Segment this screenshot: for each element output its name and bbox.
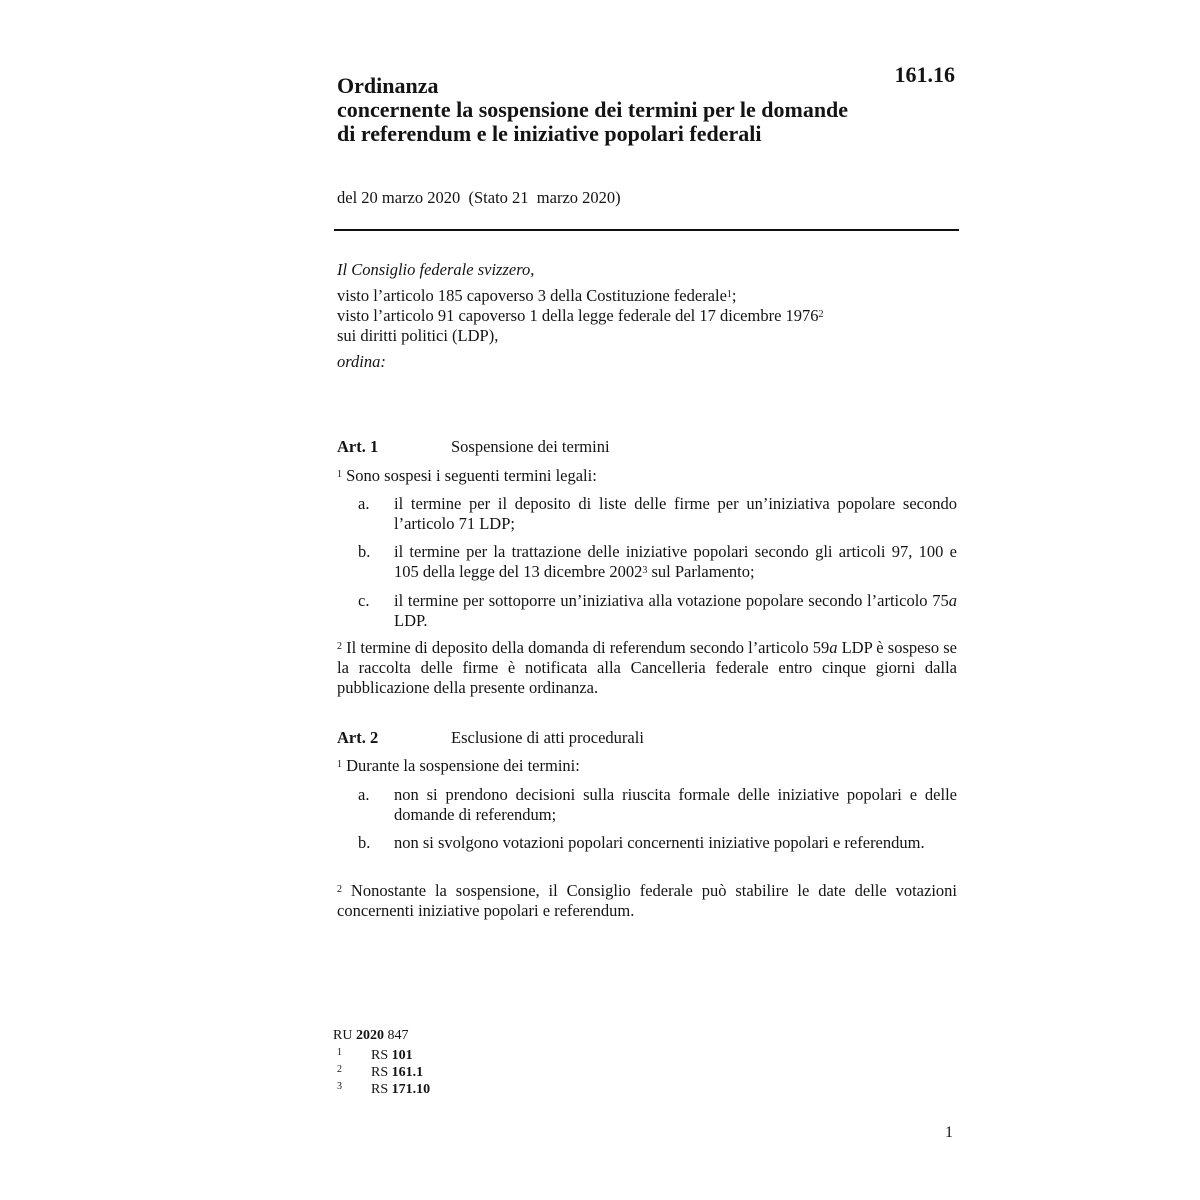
ru-reference: RU 2020 847 xyxy=(333,1028,409,1043)
page-number: 1 xyxy=(945,1124,953,1141)
title-line-3: di referendum e le iniziative popolari federali xyxy=(337,121,762,146)
preamble-authority: Il Consiglio federale svizzero, xyxy=(337,260,535,279)
article-1-paragraph-2: $^2$ Il termine di deposito della domanda di referendum secondo l’articolo 59a LDP è sospeso se la raccolta delle firme è notificata alla Cancelleria federale entro cinque giorni dalla pubblicazione della presente ordinanza. xyxy=(337,638,957,697)
footnote-2: 2 RS 161.1 xyxy=(337,1064,424,1080)
date-line: del 20 marzo 2020 (Stato 21 marzo 2020) xyxy=(337,188,621,207)
document-page: Ordinanza concernente la sospensione dei termini per le domande di referendum e le iniziative popolari federali 161.16 del 20 marzo 2020 (Stato 21 marzo 2020) Il Consiglio federale svizzero, visto l’articolo 185 capoverso 3 della Costituzione federale$^1$; visto l’articolo 91 capoverso 1 della legge federale del 17 dicembre 1976$^2$ sui diritti politici (LDP), ordina: Art. 1 Sospensione dei termini $^1$ Sono sospesi i seguenti termini legali: a. il termine per il deposito di liste delle firme per un’iniziativa popolare secondo l’articolo 71 LDP; b. il termine per la trattazione delle iniziative popolari secondo gli articoli 97, 100 e 105 della legge del 13 dicembre 2002$^3$ sul Parlamento; c. il termine per sottoporre un’iniziativa alla votazione popolare secondo l’articolo 75a LDP. $^2$ Il termine di deposito della domanda di referendum secondo l’articolo 59a LDP è sospeso se la raccolta delle firme è notificata alla Cancelleria federale entro cinque giorni dalla pubblicazione della presente ordinanza. Art. 2 Esclusione di atti procedurali $^1$ Durante la sospensione dei termini: a. non si prendono decisioni sulla riuscita formale delle iniziative popolari e delle domande di referendum; b. non si svolgono votazioni popolari concernenti iniziative popolari e referendum. $^2$ Nonostante la sospensione, il Consiglio federale può stabilire le date delle votazioni concernenti iniziative popolari e referendum. RU 2020 847 1 RS 101 2 RS 161.1 3 RS 171.10 1 xyxy=(333,62,957,1141)
article-2-title: Esclusione di atti procedurali xyxy=(451,728,644,747)
footnote-1: 1 RS 101 xyxy=(337,1047,413,1063)
preamble-decree: ordina: xyxy=(337,352,386,371)
title-line-2: concernente la sospensione dei termini per le domande xyxy=(337,97,849,122)
footnote-3: 3 RS 171.10 xyxy=(337,1081,431,1097)
article-1-paragraph-1: $^1$ Sono sospesi i seguenti termini legali: xyxy=(337,466,597,485)
sr-number: 161.16 xyxy=(894,62,955,87)
footnote-ref-1: 1 xyxy=(726,289,732,300)
article-1-number: Art. 1 xyxy=(337,437,379,456)
preamble-line-3: sui diritti politici (LDP), xyxy=(337,326,499,345)
footnote-ref-2: 2 xyxy=(818,309,824,320)
footnote-ref-3: 3 xyxy=(642,565,648,576)
article-1-heading xyxy=(337,437,957,457)
document-title xyxy=(337,74,897,146)
article-2-paragraph-1: $^1$ Durante la sospensione dei termini: xyxy=(337,756,580,775)
title-line-1: Ordinanza xyxy=(337,73,439,98)
preamble-line-1: visto l’articolo 185 capoverso 3 della Costituzione federale$^1$; xyxy=(337,286,737,305)
article-2-paragraph-2: $^2$ Nonostante la sospensione, il Consiglio federale può stabilire le date delle votazioni concernenti iniziative popolari e referendum. xyxy=(337,881,957,920)
header-divider xyxy=(334,229,959,231)
article-1-title: Sospensione dei termini xyxy=(451,437,610,456)
article-2-number: Art. 2 xyxy=(337,728,379,747)
preamble-line-2: visto l’articolo 91 capoverso 1 della legge federale del 17 dicembre 1976$^2$ xyxy=(337,306,824,325)
article-2-heading xyxy=(337,728,957,748)
